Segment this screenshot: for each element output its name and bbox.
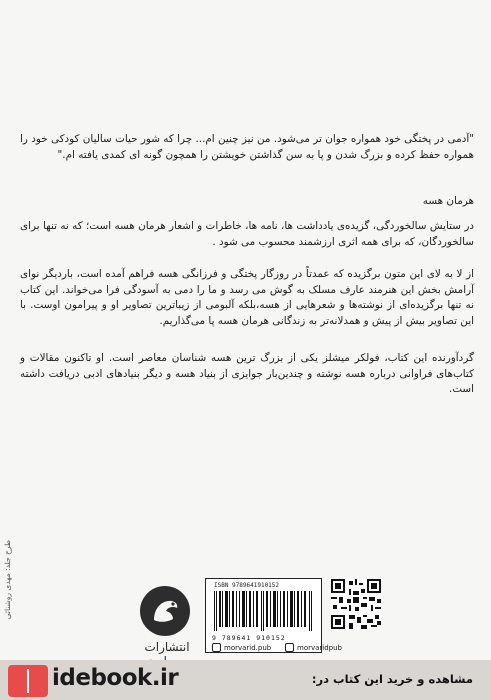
qr-code-icon[interactable] bbox=[331, 579, 381, 629]
barcode-box bbox=[205, 578, 322, 653]
globe-icon bbox=[212, 643, 221, 652]
description-paragraph-2: از لا به لای این متون برگزیده که عمدتاً در روزگار پختگی و فرزانگی هسه فراهم آمده است، باردیگر نوای آرامش بخش این هنرمند عارف مسلک به گوش می رسد و ما را دمی به آسودگی فرا می‌خواند. این کتاب نه تنها برگزیده‌ای از نوشته‌ها و شعرهایی از هسه،بلکه آلبومی از زیباترین تصاویر او و پیرامون اوست. با این تصاویر بیش از پیش و همدلانه‌تر به زندگانی هرمان هسه پا می‌گذاریم. bbox=[20, 268, 474, 327]
instagram-link[interactable] bbox=[285, 643, 342, 652]
isbn-label: ISBN 9789641910152 bbox=[214, 582, 280, 589]
book-icon bbox=[8, 665, 48, 697]
publisher-logo bbox=[135, 586, 199, 668]
quote-author: هرمان هسه bbox=[422, 195, 474, 207]
barcode-digits: 9 789641 910152 bbox=[212, 634, 286, 642]
website-text: morvarid.pub bbox=[224, 643, 272, 652]
description-paragraph-1: در ستایش سالخوردگی، گزیده‌ی یادداشت ها، نامه ها، خاطرات و اشعار هرمان هسه است؛ که نه تنها برای سالخوردگان، که برای همه اثری ارزشمند محسوب می شود . bbox=[20, 220, 474, 248]
idebook-logo[interactable] bbox=[8, 664, 198, 698]
barcode-icon bbox=[214, 591, 314, 631]
instagram-text: morvaridpub bbox=[297, 643, 343, 652]
cover-design-credit: طرح جلد: مهدی روشنائی bbox=[3, 540, 12, 620]
instagram-icon bbox=[285, 643, 294, 652]
publisher-name: انتشارات bbox=[144, 640, 190, 654]
idebook-brand: idebook.ir bbox=[52, 665, 179, 691]
bird-in-circle-icon bbox=[140, 586, 190, 636]
buy-text: مشاهده و خرید این کتاب در: bbox=[311, 672, 473, 686]
website-link[interactable] bbox=[212, 643, 271, 652]
description-paragraph-3: گردآورنده این کتاب، فولکر میشلز یکی از بزرگ ترین هسه شناسان معاصر است. او تاکنون مقالات و کتاب‌های فراوانی درباره هسه نوشته و چندین‌بار جوایزی از بنیاد هسه و دیگر بنیادهای ادبی دریافت داشته است. bbox=[20, 352, 474, 396]
quote-text: "آدمی در پختگی خود همواره جوان تر می‌شود. من نیز چنین ام... چرا که شور حیات سالیان کودکی خود را همواره حفظ کرده و بزرگ شدن و پا به سن گذاشتن خویشتن را همچون گونه ای کمدی یافته ام." bbox=[20, 133, 474, 161]
